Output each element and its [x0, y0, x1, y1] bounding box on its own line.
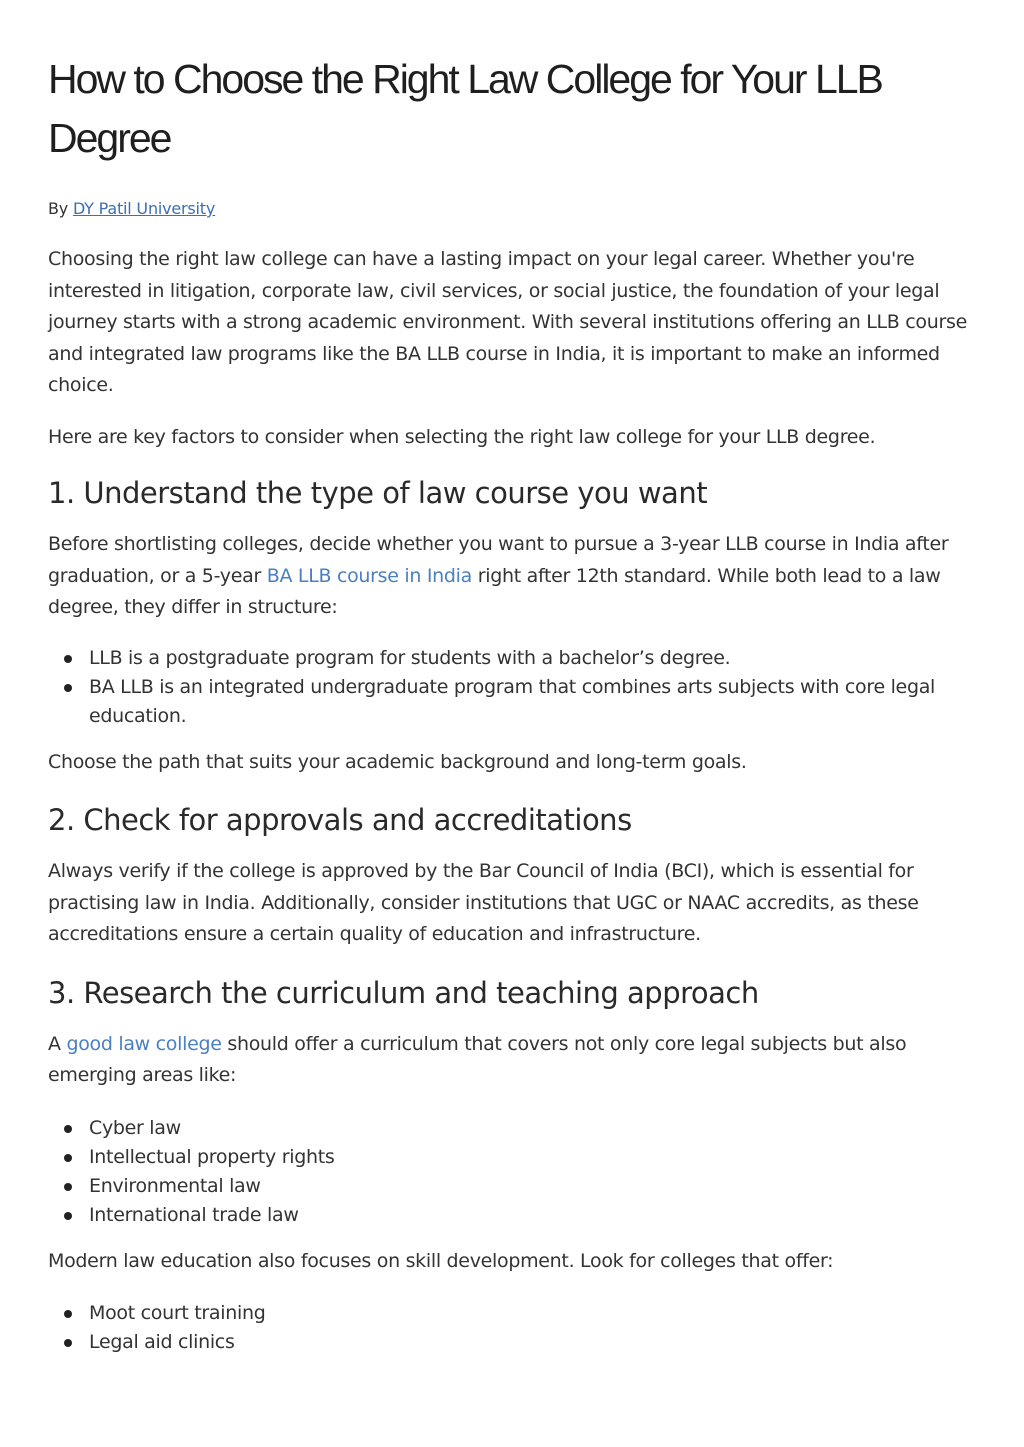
- section-1-closing: Choose the path that suits your academic background and long-term goals.: [48, 750, 747, 773]
- section-1-paragraph: [48, 529, 976, 624]
- section-3-paragraph: [48, 1029, 976, 1092]
- emerging-areas-list: [48, 1114, 976, 1230]
- list-item: International trade law: [48, 1201, 976, 1230]
- byline-prefix: By: [48, 199, 73, 218]
- intro-paragraph: Choosing the right law college can have a lasting impact on your legal career. Whether you're interested in litigation, corporate law, civil services, or social justice, the foundation of your legal journey starts with a strong academic environment. With several institutions offering an LLB course and integrated law programs like the BA LLB course in India, it is important to make an informed choice.: [48, 248, 967, 396]
- byline: [48, 198, 976, 220]
- list-item: Moot court training: [48, 1299, 976, 1328]
- author-link[interactable]: DY Patil University: [72, 199, 216, 218]
- section-1-text-before: Before shortlisting colleges, decide whether you want to pursue a 3-year LLB course in India after graduation, or a 5-year: [48, 533, 949, 587]
- list-item: LLB is a postgraduate program for students with a bachelor’s degree.: [48, 644, 976, 673]
- list-item: BA LLB is an integrated undergraduate program that combines arts subjects with core legal education.: [48, 673, 976, 731]
- section-2-paragraph: Always verify if the college is approved by the Bar Council of India (BCI), which is essential for practising law in India. Additionally, consider institutions that UGC or NAAC accredits, as these accreditations ensure a certain quality of education and infrastructure.: [48, 860, 919, 945]
- section-3-heading: 3. Research the curriculum and teaching approach: [48, 975, 759, 1010]
- good-law-college-link[interactable]: good law college: [66, 1032, 222, 1055]
- list-item: Cyber law: [48, 1114, 976, 1143]
- intro-paragraph-2: Here are key factors to consider when selecting the right law college for your LLB degree.: [48, 425, 876, 448]
- course-types-list: [48, 644, 976, 731]
- list-item: Intellectual property rights: [48, 1143, 976, 1172]
- section-1-text-after: right after 12th standard. While both lead to a law degree, they differ in structure:: [48, 564, 941, 618]
- section-3-text-before: A: [48, 1032, 67, 1055]
- list-item: Environmental law: [48, 1172, 976, 1201]
- ba-llb-course-link[interactable]: BA LLB course in India: [266, 564, 472, 587]
- list-item: Legal aid clinics: [48, 1328, 976, 1357]
- article-title: How to Choose the Right Law College for Your LLB Degree: [48, 56, 882, 161]
- skills-intro: Modern law education also focuses on skill development. Look for colleges that offer:: [48, 1249, 834, 1272]
- section-1-heading: 1. Understand the type of law course you want: [48, 476, 708, 510]
- section-3-text-after: should offer a curriculum that covers not only core legal subjects but also emerging areas like:: [48, 1032, 907, 1086]
- section-2-heading: 2. Check for approvals and accreditations: [48, 803, 632, 837]
- skills-list: [48, 1299, 976, 1357]
